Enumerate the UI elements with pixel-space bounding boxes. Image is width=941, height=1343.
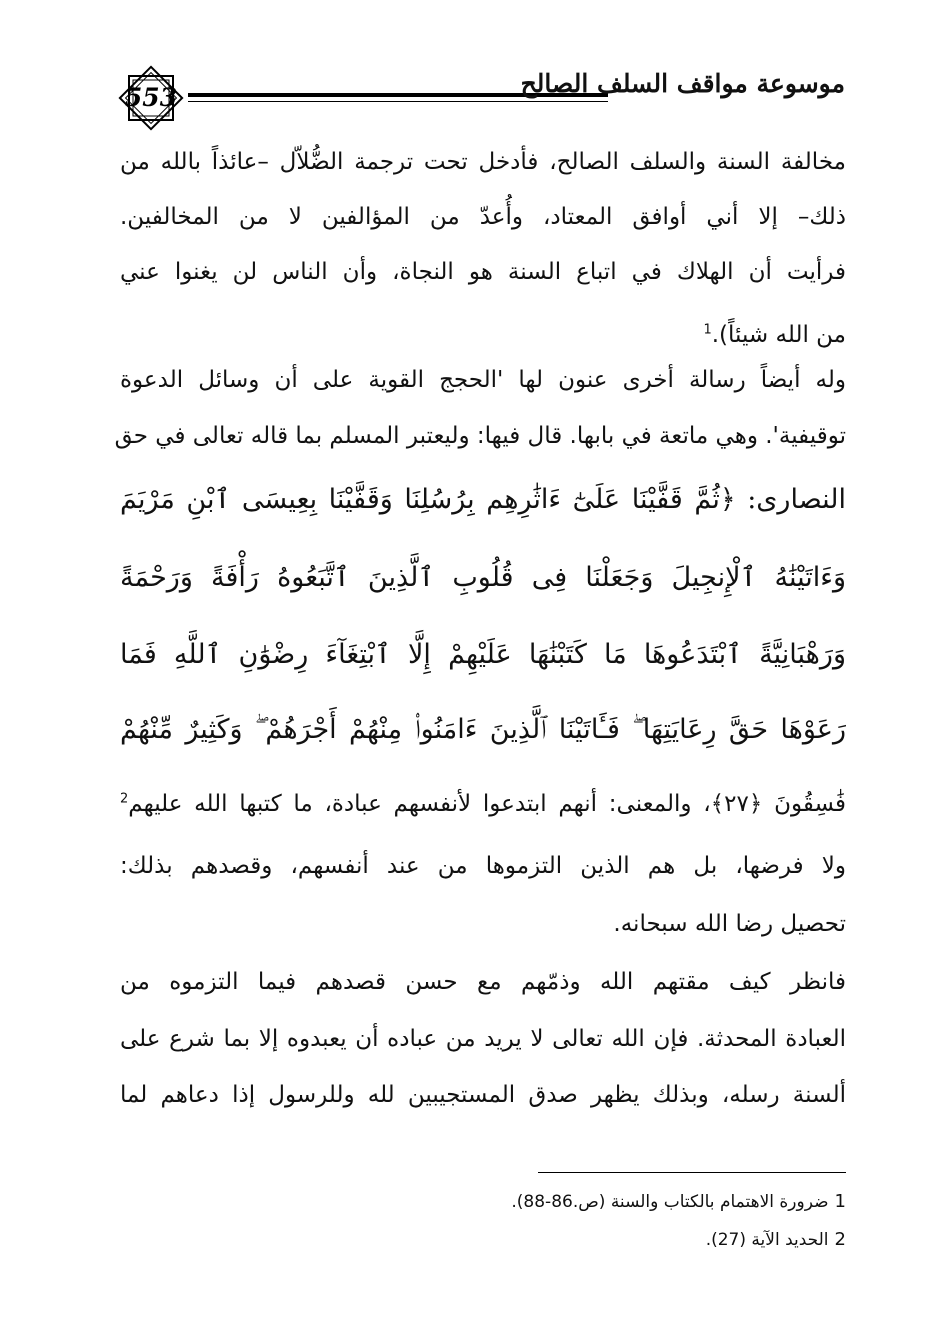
body-line: فرأيت أن الهلاك في اتباع السنة هو النجاة، وأن الناس لن يغنوا عني: [120, 259, 846, 285]
page-header: [100, 55, 845, 145]
book-title: موسوعة مواقف السلف الصالح: [520, 69, 845, 98]
footnote-text: ضرورة الاهتمام بالكتاب والسنة (ص.86-88).: [511, 1192, 829, 1212]
quran-verse-line: رَعَوْهَا حَقَّ رِعَايَتِهَا ۖ فَـَٔاتَيْنَا ٱلَّذِينَ ءَامَنُوا۟ مِنْهُمْ أَجْرَهُمْ ۖ وَكَثِيرٌ مِّنْهُمْ: [120, 714, 846, 745]
body-line: توقيفية'. وهي ماتعة في بابها. قال فيها: وليعتبر المسلم بما قاله تعالى في حق: [114, 423, 846, 449]
header-rule-thin: [188, 101, 608, 102]
footnote-marker: 1: [703, 322, 712, 338]
footnote-separator: [538, 1172, 846, 1173]
quran-verse-line: وَرَهْبَانِيَّةً ٱبْتَدَعُوهَا مَا كَتَبْنَٰهَا عَلَيْهِمْ إِلَّا ٱبْتِغَآءَ رِضْوَٰنِ ٱللَّهِ فَمَا: [120, 639, 846, 670]
footnote-number: 2: [834, 1229, 846, 1250]
body-line: [120, 784, 846, 824]
body-line: ذلك– إلا أني أوافق المعتاد، وأُعدّ من المؤالفين لا من المخالفين.: [120, 204, 846, 230]
footnote-number: 1: [834, 1191, 846, 1212]
body-line: مخالفة السنة والسلف الصالح، فأدخل تحت ترجمة الضُّلاّل –عائذاً بالله من: [120, 149, 846, 175]
body-line: فانظر كيف مقتهم الله وذمّهم مع حسن قصدهم فيما التزموه من: [120, 969, 846, 995]
body-line: العبادة المحدثة. فإن الله تعالى لا يريد من عباده أن يعبدوه إلا بما شرع على: [120, 1026, 846, 1052]
body-line: [120, 315, 846, 355]
footnote: [300, 1188, 846, 1216]
page-number: 553: [124, 83, 178, 112]
body-line: تحصيل رضا الله سبحانه.: [613, 911, 846, 937]
footnote-text: الحديد الآية (27).: [705, 1230, 829, 1250]
body-line: ألسنة رسله، وبذلك يظهر صدق المستجيبين لله وللرسول إذا دعاهم لما: [120, 1082, 846, 1108]
body-line: وله أيضاً رسالة أخرى عنون لها 'الحجج القوية على أن وسائل الدعوة: [120, 367, 846, 393]
footnote-marker: 2: [120, 791, 129, 807]
body-line: ولا فرضها، بل هم الذين التزموها من عند أنفسهم، وقصدهم بذلك:: [120, 853, 846, 879]
page-number-badge: [116, 63, 186, 133]
quran-verse-line: النصارى: ﴿ثُمَّ قَفَّيْنَا عَلَىٰٓ ءَاثَٰرِهِم بِرُسُلِنَا وَقَفَّيْنَا بِعِيسَى ٱبْنِ مَرْيَمَ: [120, 484, 846, 515]
body-line-text: من الله شيئاً).: [711, 322, 846, 348]
body-line-text: فَٰسِقُونَ ﴿٢٧﴾، والمعنى: أنهم ابتدعوا لأنفسهم عبادة، ما كتبها الله عليهم: [128, 791, 846, 817]
quran-verse-line: وَءَاتَيْنَٰهُ ٱلْإِنجِيلَ وَجَعَلْنَا فِى قُلُوبِ ٱلَّذِينَ ٱتَّبَعُوهُ رَأْفَةً وَرَحْمَةً: [120, 562, 846, 593]
footnote: [300, 1226, 846, 1254]
